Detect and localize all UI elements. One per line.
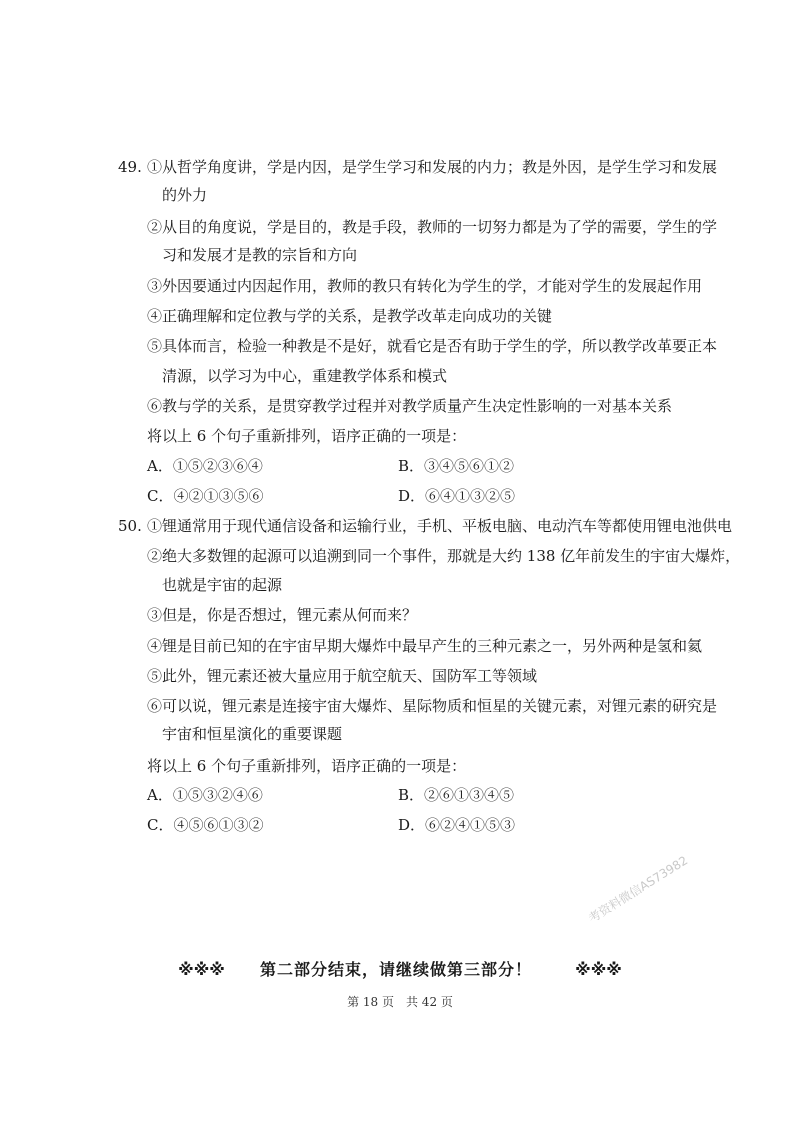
q49-line: ②从目的角度说，学是目的，教是手段，教师的一切努力都是为了学的需要，学生的学 — [147, 218, 718, 236]
q50-option-b[interactable]: B．②⑥①③④⑤ — [398, 786, 515, 804]
reference-marks-right: ※※※ — [575, 960, 622, 979]
q50-line: 宇宙和恒星演化的重要课题 — [162, 725, 343, 743]
q49-option-c[interactable]: C．④②①③⑤⑥ — [147, 487, 264, 505]
q50-line: ⑥可以说，锂元素是连接宇宙大爆炸、星际物质和恒星的关键元素，对锂元素的研究是 — [147, 697, 718, 715]
q49-line: ⑥教与学的关系，是贯穿教学过程并对教学质量产生决定性影响的一对基本关系 — [147, 397, 673, 415]
question-50-number: 50. — [118, 517, 142, 535]
q49-line: ④正确理解和定位教与学的关系，是教学改革走向成功的关键 — [147, 307, 553, 325]
q49-line: ①从哲学角度讲，学是内因，是学生学习和发展的内力；教是外因，是学生学习和发展 — [147, 158, 718, 176]
q49-line: ⑤具体而言，检验一种教是不是好，就看它是否有助于学生的学，所以教学改革要正本 — [147, 337, 718, 355]
watermark-text: 考资料微信AS73982 — [586, 853, 691, 926]
q49-option-d[interactable]: D．⑥④①③②⑤ — [398, 487, 516, 505]
section-end-text: 第二部分结束，请继续做第三部分！ — [259, 960, 532, 979]
q50-line: ⑤此外，锂元素还被大量应用于航空航天、国防军工等领域 — [147, 667, 538, 685]
q49-prompt: 将以上 6 个句子重新排列，语序正确的一项是： — [147, 427, 467, 445]
q50-option-a[interactable]: A．①⑤③②④⑥ — [147, 786, 263, 804]
q49-line: 习和发展才是教的宗旨和方向 — [162, 246, 358, 264]
q49-line: 的外力 — [162, 186, 208, 204]
q50-line: 也就是宇宙的起源 — [162, 576, 283, 594]
page-number: 第 18 页 共 42 页 — [347, 995, 453, 1009]
q49-line: 清源，以学习为中心，重建教学体系和模式 — [162, 367, 448, 385]
question-49-number: 49. — [118, 158, 142, 176]
q49-option-b[interactable]: B．③④⑤⑥①② — [398, 457, 515, 475]
q50-option-d[interactable]: D．⑥②④①⑤③ — [398, 816, 516, 834]
q50-line: ③但是，你是否想过，锂元素从何而来？ — [147, 606, 418, 624]
reference-marks-left: ※※※ — [178, 960, 225, 979]
q50-prompt: 将以上 6 个句子重新排列，语序正确的一项是： — [147, 757, 467, 775]
q50-option-c[interactable]: C．④⑤⑥①③② — [147, 816, 264, 834]
q50-line: ①锂通常用于现代通信设备和运输行业，手机、平板电脑、电动汽车等都使用锂电池供电 — [147, 517, 733, 535]
q50-line: ④锂是目前已知的在宇宙早期大爆炸中最早产生的三种元素之一，另外两种是氢和氦 — [147, 637, 703, 655]
section-end-banner — [0, 957, 800, 980]
q49-line: ③外因要通过内因起作用，教师的教只有转化为学生的学，才能对学生的发展起作用 — [147, 277, 703, 295]
q49-option-a[interactable]: A．①⑤②③⑥④ — [147, 457, 263, 475]
q50-line: ②绝大多数锂的起源可以追溯到同一个事件，那就是大约 138 亿年前发生的宇宙大爆炸， — [147, 547, 741, 565]
